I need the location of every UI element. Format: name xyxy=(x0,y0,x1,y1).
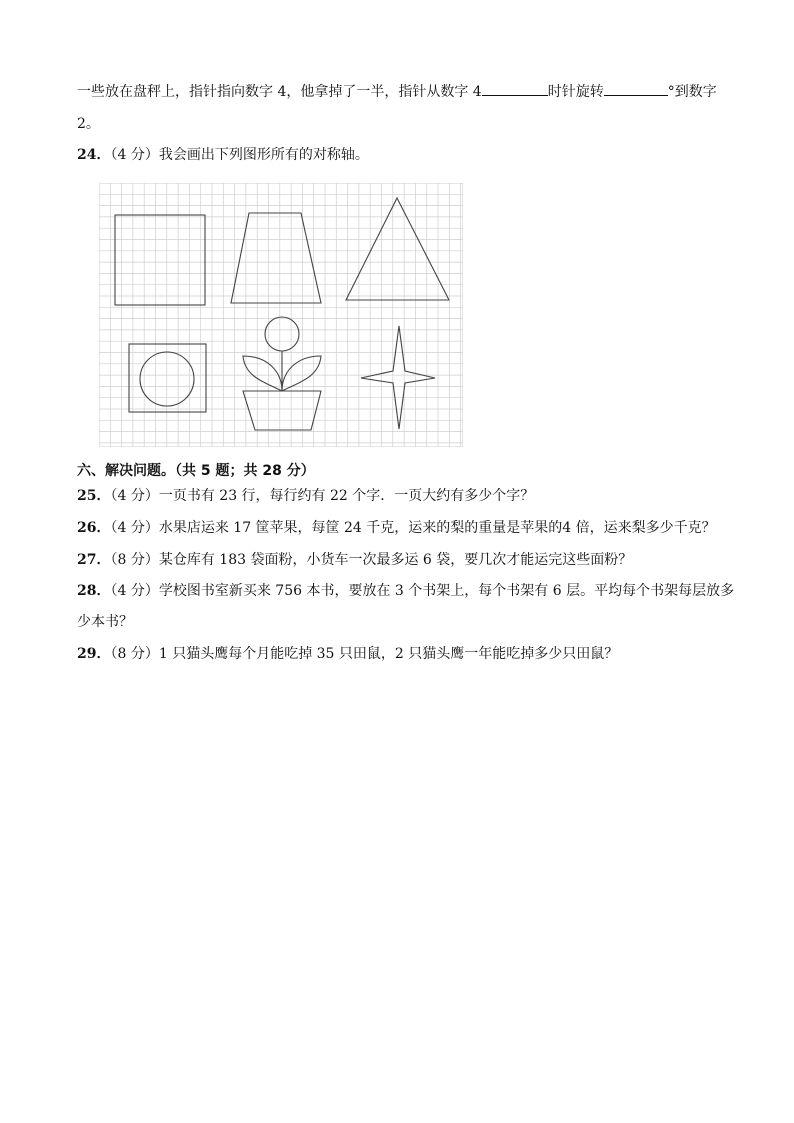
question-25-number: 25． xyxy=(77,488,111,504)
question-25 xyxy=(77,486,534,506)
q23-text-part1: 一些放在盘秤上，指针指向数字 4，他拿掉了一半，指针从数字 4 xyxy=(77,84,482,100)
question-28-number: 28． xyxy=(77,583,111,599)
section-6-title: 六、解决问题。（共 5 题；共 28 分） xyxy=(77,463,315,479)
question-29-number: 29． xyxy=(77,646,111,662)
question-28-text: （4 分）学校图书室新买来 756 本书，要放在 3 个书架上，每个书架有 6 层。平均每个书架每层放多 xyxy=(110,583,735,599)
q23-blank-direction[interactable] xyxy=(482,81,548,96)
question-28 xyxy=(77,581,734,601)
question-24-text: （4 分）我会画出下列图形所有的对称轴。 xyxy=(110,147,369,163)
question-23-line2: 2。 xyxy=(77,116,100,132)
question-27 xyxy=(77,550,632,570)
q23-text-part3: °到数字 xyxy=(667,84,717,100)
question-29 xyxy=(77,644,618,664)
q23-text-part2: 时针旋转 xyxy=(547,84,604,100)
question-24 xyxy=(77,145,369,165)
question-24-number: 24． xyxy=(77,147,111,163)
question-25-text: （4 分）一页书有 23 行，每行约有 22 个字．一页大约有多少个字？ xyxy=(110,488,535,504)
question-26-number: 26． xyxy=(77,520,111,536)
question-27-text: （8 分）某仓库有 183 袋面粉，小货车一次最多运 6 袋，要几次才能运完这些面粉？ xyxy=(110,552,633,568)
q23-blank-degrees[interactable] xyxy=(604,81,668,96)
question-27-number: 27． xyxy=(77,552,111,568)
question-29-text: （8 分）1 只猫头鹰每个月能吃掉 35 只田鼠，2 只猫头鹰一年能吃掉多少只田鼠？ xyxy=(110,646,619,662)
question-26 xyxy=(77,518,716,538)
question-26-text: （4 分）水果店运来 17 筐苹果，每筐 24 千克，运来的梨的重量是苹果的4 倍，运来梨多少千克？ xyxy=(110,520,716,536)
symmetry-grid-figure[interactable] xyxy=(99,183,463,447)
question-28-continuation: 少本书？ xyxy=(77,614,133,630)
question-23-continuation xyxy=(77,81,717,102)
